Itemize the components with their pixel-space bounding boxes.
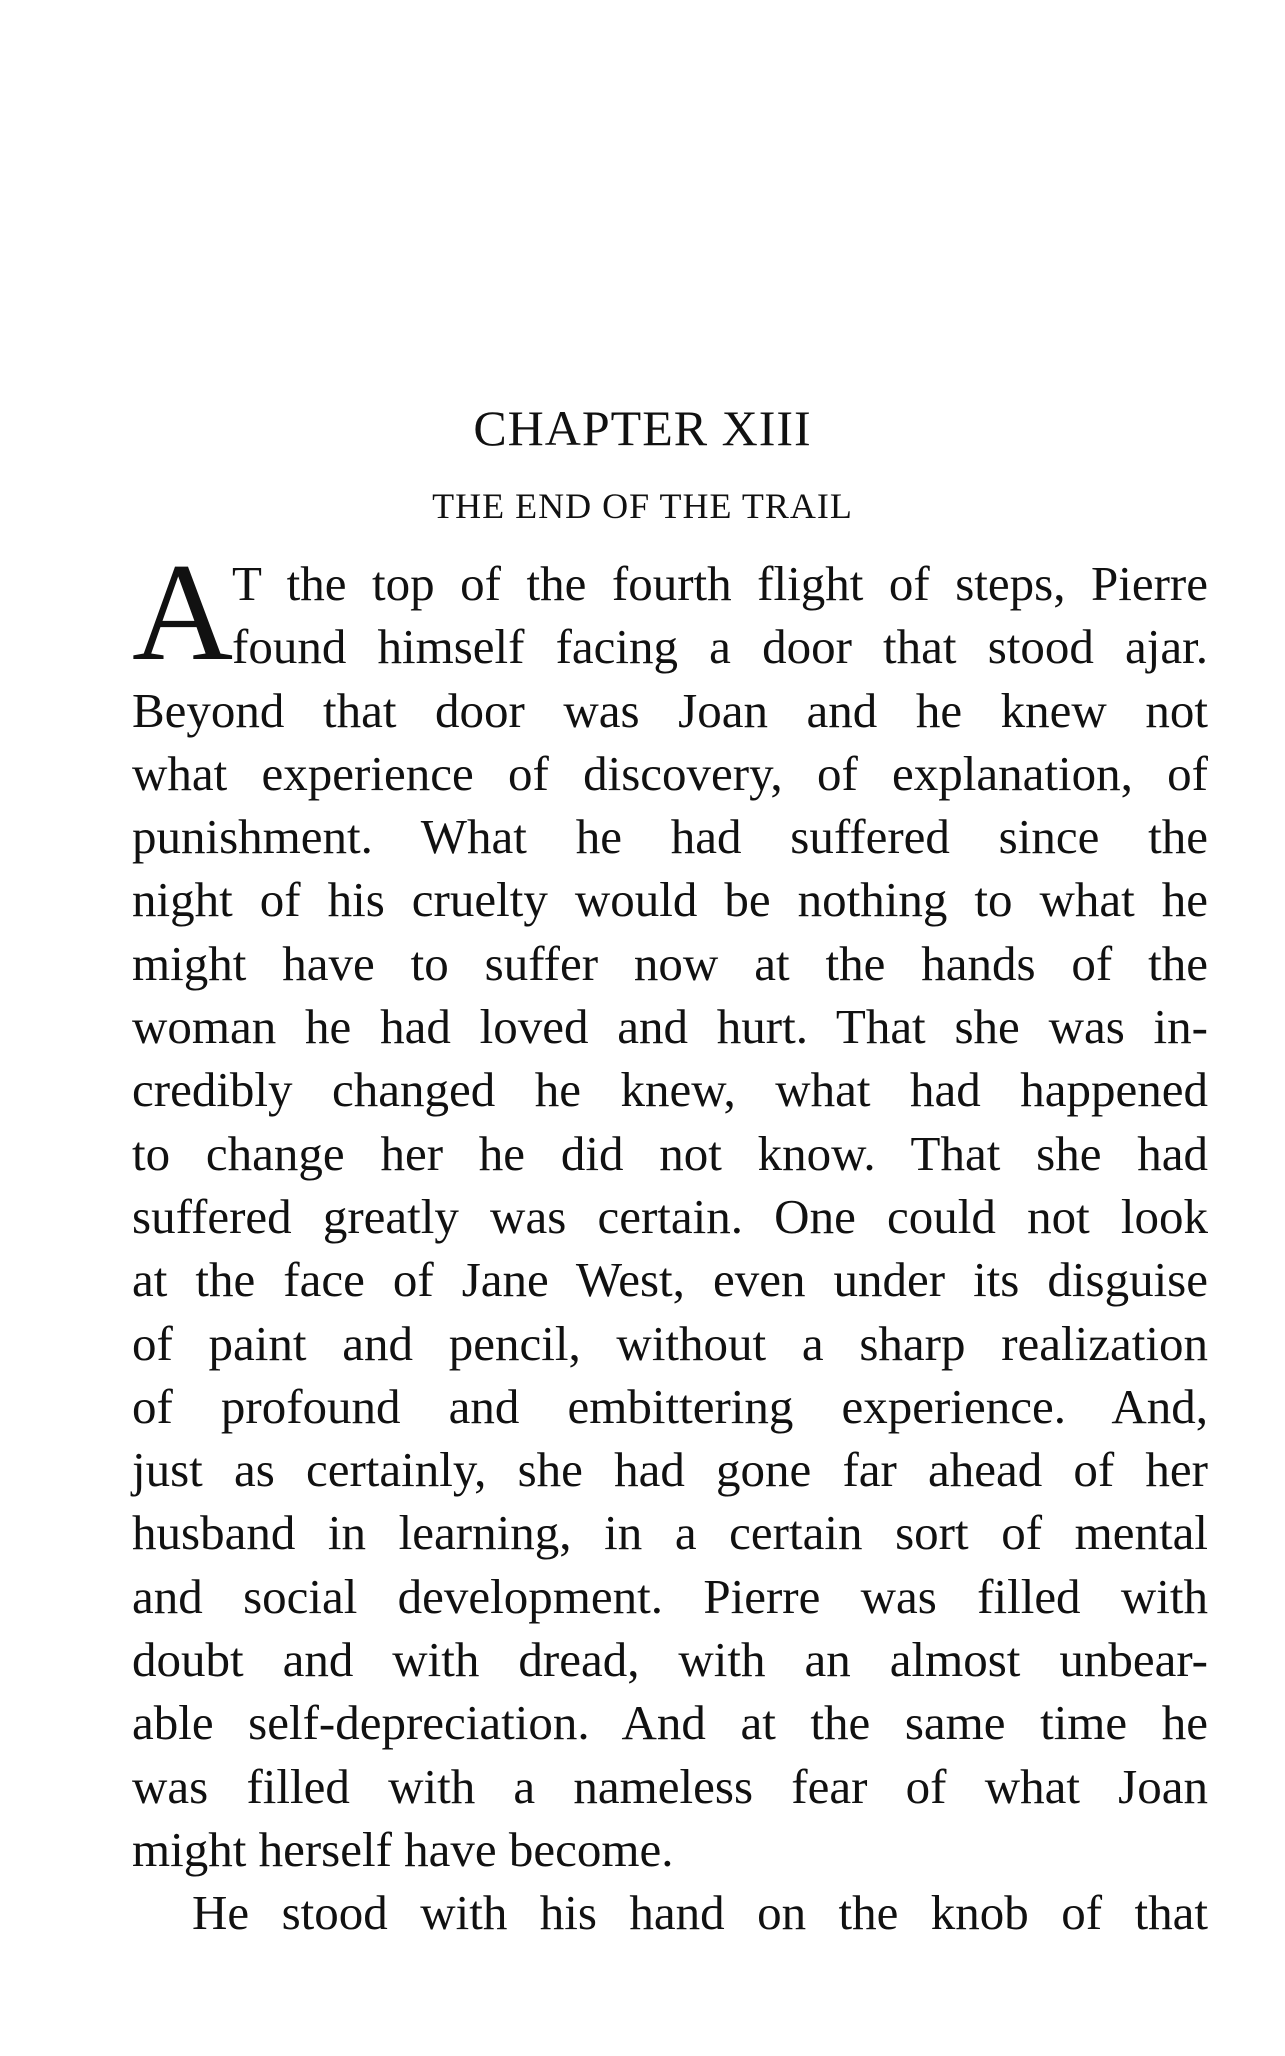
text-line: was filled with a nameless fear of what Joan: [132, 1758, 1208, 1814]
text-line: might herself have become.: [132, 1821, 674, 1877]
text-line: T the top of the fourth flight of steps, Pierre: [232, 556, 1208, 611]
text-line: woman he had loved and hurt. That she was in-: [132, 999, 1208, 1055]
text-line: credibly changed he knew, what had happened: [132, 1062, 1208, 1118]
text-line: might have to suffer now at the hands of the: [132, 935, 1208, 991]
text-line: of paint and pencil, without a sharp realization: [132, 1315, 1208, 1371]
text-line: punishment. What he had suffered since the: [132, 809, 1208, 865]
text-line: just as certainly, she had gone far ahead of her: [132, 1442, 1208, 1498]
chapter-title: THE END OF THE TRAIL: [432, 486, 853, 526]
text-line: husband in learning, in a certain sort of mental: [132, 1505, 1208, 1561]
text-line: to change her he did not know. That she had: [132, 1125, 1208, 1181]
text-line: at the face of Jane West, even under its disguise: [132, 1252, 1208, 1308]
drop-cap: A: [132, 535, 234, 690]
text-line: found himself facing a door that stood ajar.: [232, 619, 1208, 675]
text-line: night of his cruelty would be nothing to what he: [132, 872, 1208, 928]
text-line: doubt and with dread, with an almost unbear-: [132, 1632, 1208, 1688]
chapter-number: CHAPTER XIII: [473, 400, 812, 456]
text-line: Beyond that door was Joan and he knew not: [132, 682, 1208, 738]
text-line: and social development. Pierre was filled with: [132, 1568, 1208, 1624]
text-line: able self-depreciation. And at the same time he: [132, 1695, 1208, 1751]
body-text: [132, 535, 1208, 1945]
text-line: of profound and embittering experience. And,: [132, 1378, 1208, 1434]
text-line: what experience of discovery, of explanation, of: [132, 745, 1208, 801]
text-line: He stood with his hand on the knob of that: [192, 1885, 1208, 1941]
text-line: suffered greatly was certain. One could not look: [132, 1188, 1208, 1244]
